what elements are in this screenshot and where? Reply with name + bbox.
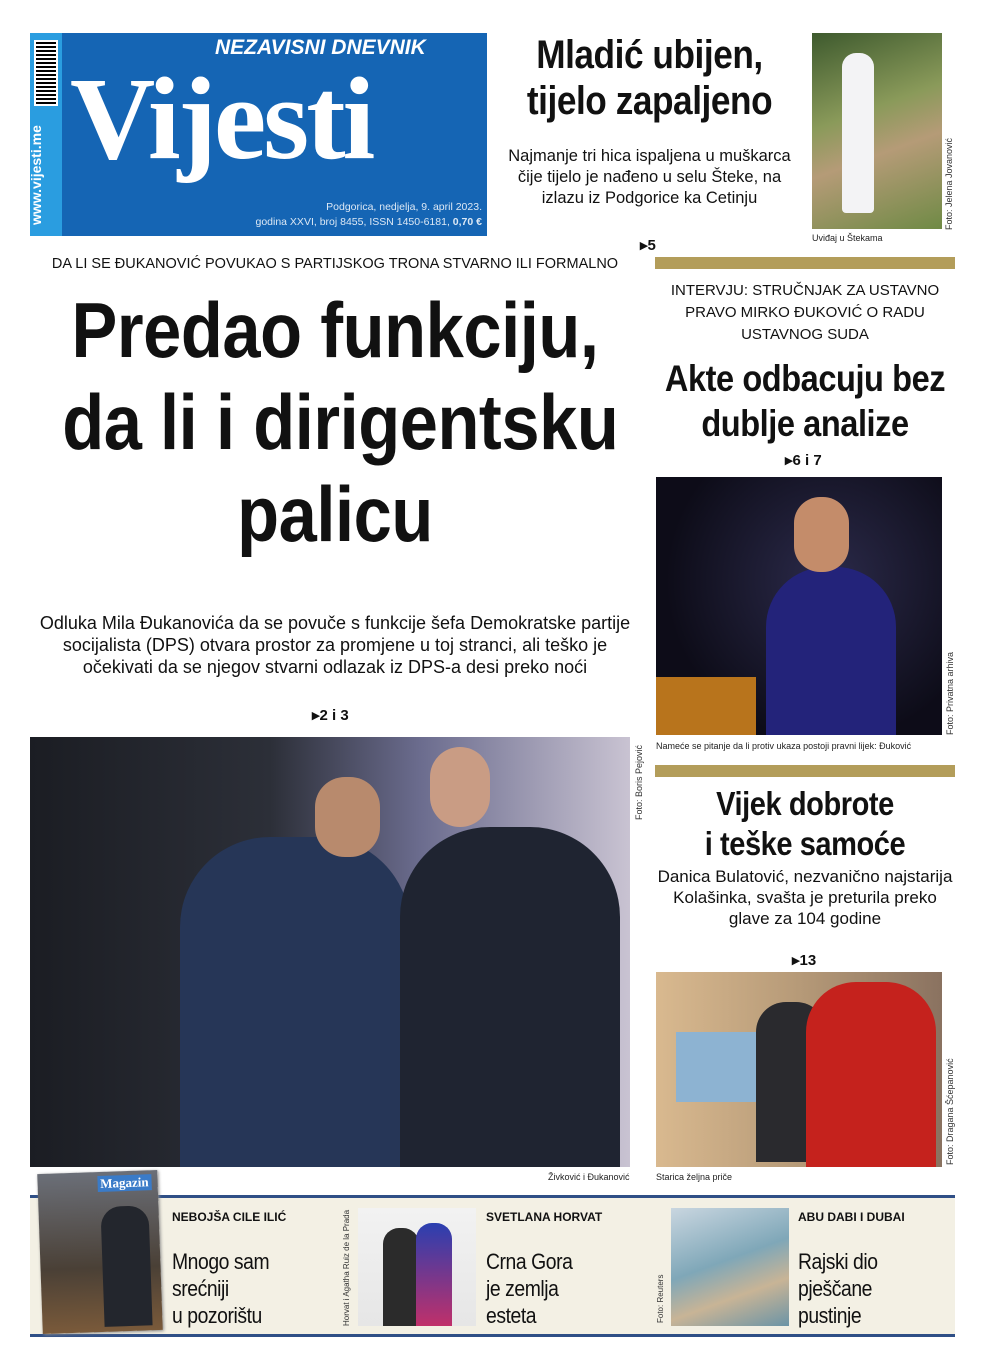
tagline: NEZAVISNI DNEVNIK [215, 36, 426, 59]
teaser-headline: Crna Gora je zemlja esteta [486, 1249, 573, 1328]
headline-line: palicu [237, 470, 433, 558]
page-ref: ▸13 [792, 952, 817, 969]
photo-credit: Foto: Boris Pejović [634, 744, 644, 820]
dateline [255, 200, 482, 230]
lead-kicker: DA LI SE ĐUKANOVIĆ POVUKAO S PARTIJSKOG TRONA STVARNO ILI FORMALNO [51, 256, 619, 272]
page-ref: ▸6 i 7 [785, 452, 822, 469]
photo-credit: Foto: Reuters [656, 1274, 665, 1323]
photo-credit: Foto: Privatna arhiva [945, 651, 955, 735]
headline-line: Akte odbacuju bez [664, 358, 946, 399]
interview-photo [656, 477, 942, 735]
photo-credit: Horvat i Agatha Ruiz de la Prada [342, 1209, 351, 1326]
lead-text: Odluka Mila Đukanovića da se povuče s funkcije šefa Demokratske partije socijalista (DPS) otvara prostor za promjene u toj stranci, ali teško je očekivati da se njegov stvarni odlazak iz DPS-a desi preko noći [39, 613, 631, 677]
barcode [34, 40, 58, 106]
photo-credit: Foto: Jelena Jovanović [944, 137, 954, 230]
magazine-label: Magazin [97, 1174, 152, 1192]
newspaper-logo: Vijesti [70, 53, 373, 184]
website-url: www.vijesti.me [28, 125, 44, 225]
headline-line: da li i dirigentsku [62, 378, 619, 466]
headline-line: Mladić ubijen, [536, 33, 763, 77]
photo-caption: Nameće se pitanje da li protiv ukaza postoji pravni lijek: Đuković [656, 741, 912, 751]
teaser-headline: Mnogo sam srećniji u pozorištu [172, 1249, 270, 1328]
page-ref: ▸5 [640, 237, 656, 254]
feature-headline [655, 784, 955, 864]
interview-headline [645, 356, 965, 446]
headline-line: Predao funkciju, [71, 286, 599, 374]
teaser-kicker: SVETLANA HORVAT [486, 1210, 603, 1224]
photo-caption: Uviđaj u Štekama [812, 233, 883, 243]
headline-line: i teške samoće [704, 825, 906, 862]
top-story-headline [497, 32, 802, 124]
crime-scene-photo [812, 33, 942, 229]
feature-text: Danica Bulatović, nezvanično najstarija Kolašinka, svašta je preturila preko glave za 104 godine [657, 867, 953, 928]
teaser-photo [671, 1208, 789, 1326]
interview-kicker: INTERVJU: STRUČNJAK ZA USTAVNO PRAVO MIRKO ĐUKOVIĆ O RADU USTAVNOG SUDA [670, 282, 940, 343]
section-divider [655, 765, 955, 777]
issue-date: Podgorica, nedjelja, 9. april 2023. [326, 201, 482, 213]
photo-caption: Živković i Đukanović [548, 1172, 630, 1182]
teaser-photo [358, 1208, 476, 1326]
page-ref: ▸2 i 3 [312, 707, 349, 724]
feature-photo [656, 972, 942, 1167]
headline-line: Vijek dobrote [716, 785, 894, 822]
magazine-cover [37, 1170, 163, 1334]
issue-number: godina XXVI, broj 8455, ISSN 1450-6181, [255, 216, 450, 228]
photo-caption: Starica željna priče [656, 1172, 733, 1182]
top-story-text: Najmanje tri hica ispaljena u muškarca čije tijelo je nađeno u selu Šteke, na izlazu iz Podgorice ka Cetinju [508, 147, 791, 207]
photo-credit: Foto: Dragana Šćepanović [945, 1058, 955, 1165]
lead-headline [25, 284, 645, 560]
teaser-kicker: NEBOJŠA CILE ILIĆ [172, 1210, 287, 1224]
bottom-teasers [30, 1195, 955, 1337]
headline-line: tijelo zapaljeno [526, 79, 773, 123]
teaser-headline: Rajski dio pješčane pustinje [798, 1249, 878, 1328]
lead-photo [30, 737, 630, 1167]
section-divider [655, 257, 955, 269]
price: 0,70 € [452, 216, 482, 228]
headline-line: dublje analize [701, 403, 909, 444]
teaser-kicker: ABU DABI I DUBAI [798, 1210, 905, 1224]
